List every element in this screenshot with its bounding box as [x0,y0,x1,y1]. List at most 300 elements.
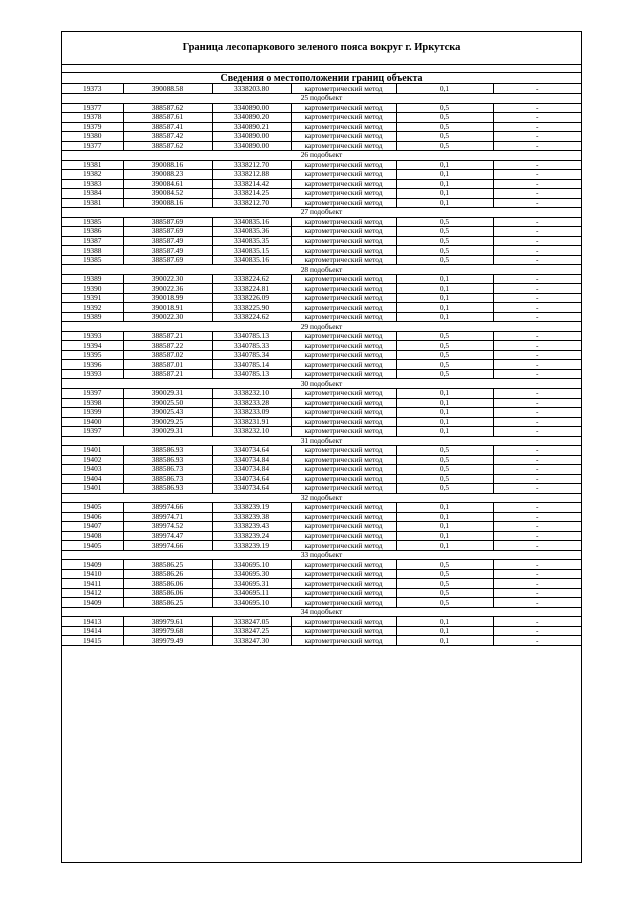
precision-cell: 0,1 [396,398,493,408]
point-number-cell: 19379 [62,122,123,132]
x-coordinate-cell: 390029.25 [123,417,212,427]
note-cell: - [493,189,581,199]
point-number-cell: 19386 [62,227,123,237]
y-coordinate-cell: 3340734.84 [212,465,291,475]
method-cell: картометрический метод [291,541,396,551]
table-row [62,160,581,170]
y-coordinate-cell: 3338232.10 [212,427,291,437]
point-number-cell: 19414 [62,626,123,636]
y-coordinate-cell: 3340785.13 [212,369,291,379]
method-cell: картометрический метод [291,598,396,608]
table-row [62,179,581,189]
precision-cell: 0,1 [396,617,493,627]
note-cell: - [493,503,581,513]
table-row [62,474,581,484]
x-coordinate-cell: 390088.58 [123,84,212,94]
x-coordinate-cell: 388587.69 [123,227,212,237]
y-coordinate-cell: 3338212.70 [212,160,291,170]
table-row [62,331,581,341]
x-coordinate-cell: 388587.69 [123,217,212,227]
method-cell: картометрический метод [291,160,396,170]
table-row [62,626,581,636]
x-coordinate-cell: 389979.68 [123,626,212,636]
method-cell: картометрический метод [291,636,396,646]
y-coordinate-cell: 3340695.31 [212,579,291,589]
note-cell: - [493,84,581,94]
note-cell: - [493,341,581,351]
x-coordinate-cell: 390029.31 [123,389,212,399]
x-coordinate-cell: 389974.66 [123,503,212,513]
y-coordinate-cell: 3340695.30 [212,569,291,579]
note-cell: - [493,636,581,646]
precision-cell: 0,1 [396,541,493,551]
point-number-cell: 19401 [62,446,123,456]
x-coordinate-cell: 388586.06 [123,579,212,589]
y-coordinate-cell: 3338203.80 [212,84,291,94]
precision-cell: 0,5 [396,141,493,151]
precision-cell: 0,1 [396,417,493,427]
x-coordinate-cell: 388587.41 [123,122,212,132]
method-cell: картометрический метод [291,389,396,399]
subobject-header-row [62,322,581,332]
point-number-cell: 19401 [62,484,123,494]
precision-cell: 0,5 [396,579,493,589]
table-row [62,170,581,180]
subobject-label: 26 подобъект [62,151,581,161]
method-cell: картометрический метод [291,179,396,189]
y-coordinate-cell: 3340695.11 [212,588,291,598]
note-cell: - [493,113,581,123]
note-cell: - [493,389,581,399]
y-coordinate-cell: 3338224.62 [212,312,291,322]
note-cell: - [493,569,581,579]
table-row [62,465,581,475]
note-cell: - [493,236,581,246]
point-number-cell: 19409 [62,598,123,608]
subobject-label: 34 подобъект [62,607,581,617]
method-cell: картометрический метод [291,312,396,322]
table-row [62,417,581,427]
note-cell: - [493,132,581,142]
point-number-cell: 19390 [62,284,123,294]
note-cell: - [493,541,581,551]
y-coordinate-cell: 3338239.43 [212,522,291,532]
table-row [62,398,581,408]
table-row [62,369,581,379]
precision-cell: 0,1 [396,512,493,522]
precision-cell: 0,5 [396,341,493,351]
y-coordinate-cell: 3340890.00 [212,103,291,113]
point-number-cell: 19388 [62,246,123,256]
y-coordinate-cell: 3338224.81 [212,284,291,294]
point-number-cell: 19395 [62,350,123,360]
method-cell: картометрический метод [291,522,396,532]
table-row [62,579,581,589]
y-coordinate-cell: 3340734.84 [212,455,291,465]
subobject-label: 25 подобъект [62,94,581,104]
point-number-cell: 19406 [62,512,123,522]
point-number-cell: 19405 [62,503,123,513]
y-coordinate-cell: 3340695.10 [212,598,291,608]
table-row [62,341,581,351]
y-coordinate-cell: 3340835.16 [212,255,291,265]
method-cell: картометрический метод [291,398,396,408]
precision-cell: 0,1 [396,284,493,294]
method-cell: картометрический метод [291,274,396,284]
note-cell: - [493,446,581,456]
x-coordinate-cell: 388587.62 [123,141,212,151]
table-row [62,522,581,532]
subobject-header-row [62,379,581,389]
y-coordinate-cell: 3340835.35 [212,236,291,246]
y-coordinate-cell: 3338224.62 [212,274,291,284]
precision-cell: 0,1 [396,626,493,636]
method-cell: картометрический метод [291,217,396,227]
x-coordinate-cell: 388587.49 [123,236,212,246]
note-cell: - [493,274,581,284]
y-coordinate-cell: 3338214.25 [212,189,291,199]
table-row [62,189,581,199]
precision-cell: 0,5 [396,246,493,256]
point-number-cell: 19389 [62,274,123,284]
method-cell: картометрический метод [291,246,396,256]
table-row [62,198,581,208]
title-spacer [62,65,581,73]
subobject-label: 33 подобъект [62,550,581,560]
precision-cell: 0,5 [396,103,493,113]
y-coordinate-cell: 3340835.36 [212,227,291,237]
y-coordinate-cell: 3340695.10 [212,560,291,570]
x-coordinate-cell: 390025.43 [123,408,212,418]
point-number-cell: 19389 [62,312,123,322]
table-row [62,113,581,123]
table-row [62,84,581,94]
point-number-cell: 19415 [62,636,123,646]
point-number-cell: 19382 [62,170,123,180]
subobject-header-row [62,436,581,446]
table-row [62,598,581,608]
document-frame [61,31,582,863]
table-row [62,446,581,456]
point-number-cell: 19404 [62,474,123,484]
y-coordinate-cell: 3338212.88 [212,170,291,180]
table-row [62,408,581,418]
precision-cell: 0,5 [396,331,493,341]
y-coordinate-cell: 3338212.70 [212,198,291,208]
point-number-cell: 19385 [62,217,123,227]
x-coordinate-cell: 390022.30 [123,274,212,284]
x-coordinate-cell: 388587.21 [123,331,212,341]
note-cell: - [493,122,581,132]
x-coordinate-cell: 388587.42 [123,132,212,142]
note-cell: - [493,255,581,265]
y-coordinate-cell: 3340785.13 [212,331,291,341]
note-cell: - [493,408,581,418]
note-cell: - [493,360,581,370]
method-cell: картометрический метод [291,512,396,522]
point-number-cell: 19381 [62,160,123,170]
note-cell: - [493,331,581,341]
table-row [62,274,581,284]
precision-cell: 0,5 [396,113,493,123]
note-cell: - [493,350,581,360]
x-coordinate-cell: 388586.93 [123,484,212,494]
table-row [62,303,581,313]
y-coordinate-cell: 3338233.09 [212,408,291,418]
precision-cell: 0,5 [396,122,493,132]
x-coordinate-cell: 388586.73 [123,465,212,475]
x-coordinate-cell: 389974.52 [123,522,212,532]
table-row [62,255,581,265]
x-coordinate-cell: 390088.16 [123,198,212,208]
note-cell: - [493,531,581,541]
x-coordinate-cell: 390022.30 [123,312,212,322]
note-cell: - [493,217,581,227]
method-cell: картометрический метод [291,350,396,360]
precision-cell: 0,5 [396,255,493,265]
x-coordinate-cell: 388586.93 [123,455,212,465]
precision-cell: 0,1 [396,531,493,541]
note-cell: - [493,560,581,570]
x-coordinate-cell: 388586.06 [123,588,212,598]
y-coordinate-cell: 3338239.38 [212,512,291,522]
table-row [62,141,581,151]
x-coordinate-cell: 390084.52 [123,189,212,199]
point-number-cell: 19398 [62,398,123,408]
precision-cell: 0,1 [396,389,493,399]
note-cell: - [493,598,581,608]
x-coordinate-cell: 388586.25 [123,598,212,608]
precision-cell: 0,1 [396,522,493,532]
point-number-cell: 19411 [62,579,123,589]
point-number-cell: 19402 [62,455,123,465]
y-coordinate-cell: 3338225.90 [212,303,291,313]
table-row [62,484,581,494]
subobject-label: 28 подобъект [62,265,581,275]
x-coordinate-cell: 388587.21 [123,369,212,379]
subobject-header-row [62,607,581,617]
y-coordinate-cell: 3340890.00 [212,141,291,151]
x-coordinate-cell: 388587.02 [123,350,212,360]
x-coordinate-cell: 390088.16 [123,160,212,170]
method-cell: картометрический метод [291,255,396,265]
precision-cell: 0,1 [396,303,493,313]
note-cell: - [493,303,581,313]
y-coordinate-cell: 3340785.34 [212,350,291,360]
coordinates-table [62,84,581,646]
subobject-header-row [62,265,581,275]
point-number-cell: 19413 [62,617,123,627]
table-row [62,588,581,598]
point-number-cell: 19387 [62,236,123,246]
point-number-cell: 19400 [62,417,123,427]
method-cell: картометрический метод [291,84,396,94]
method-cell: картометрический метод [291,360,396,370]
y-coordinate-cell: 3340734.64 [212,474,291,484]
table-row [62,284,581,294]
precision-cell: 0,5 [396,560,493,570]
note-cell: - [493,170,581,180]
method-cell: картометрический метод [291,236,396,246]
point-number-cell: 19412 [62,588,123,598]
x-coordinate-cell: 388586.93 [123,446,212,456]
y-coordinate-cell: 3338239.24 [212,531,291,541]
note-cell: - [493,588,581,598]
method-cell: картометрический метод [291,503,396,513]
precision-cell: 0,1 [396,84,493,94]
table-row [62,560,581,570]
precision-cell: 0,5 [396,588,493,598]
x-coordinate-cell: 390018.99 [123,293,212,303]
note-cell: - [493,141,581,151]
point-number-cell: 19383 [62,179,123,189]
x-coordinate-cell: 388587.22 [123,341,212,351]
method-cell: картометрический метод [291,103,396,113]
precision-cell: 0,5 [396,465,493,475]
method-cell: картометрический метод [291,189,396,199]
x-coordinate-cell: 388586.73 [123,474,212,484]
table-row [62,236,581,246]
note-cell: - [493,417,581,427]
precision-cell: 0,1 [396,312,493,322]
point-number-cell: 19393 [62,369,123,379]
subobject-header-row [62,550,581,560]
x-coordinate-cell: 388587.49 [123,246,212,256]
y-coordinate-cell: 3340785.14 [212,360,291,370]
method-cell: картометрический метод [291,446,396,456]
method-cell: картометрический метод [291,474,396,484]
y-coordinate-cell: 3340835.16 [212,217,291,227]
x-coordinate-cell: 390084.61 [123,179,212,189]
subobject-label: 29 подобъект [62,322,581,332]
method-cell: картометрический метод [291,227,396,237]
x-coordinate-cell: 390025.50 [123,398,212,408]
x-coordinate-cell: 390029.31 [123,427,212,437]
point-number-cell: 19403 [62,465,123,475]
document-title: Граница лесопаркового зеленого пояса вокруг г. Иркутска [62,32,581,65]
point-number-cell: 19409 [62,560,123,570]
y-coordinate-cell: 3338232.10 [212,389,291,399]
precision-cell: 0,5 [396,569,493,579]
subobject-label: 32 подобъект [62,493,581,503]
note-cell: - [493,198,581,208]
point-number-cell: 19391 [62,293,123,303]
subobject-label: 27 подобъект [62,208,581,218]
note-cell: - [493,284,581,294]
note-cell: - [493,369,581,379]
table-row [62,246,581,256]
method-cell: картометрический метод [291,531,396,541]
precision-cell: 0,5 [396,350,493,360]
point-number-cell: 19385 [62,255,123,265]
point-number-cell: 19397 [62,427,123,437]
subobject-header-row [62,151,581,161]
method-cell: картометрический метод [291,588,396,598]
precision-cell: 0,1 [396,503,493,513]
x-coordinate-cell: 388587.62 [123,103,212,113]
precision-cell: 0,5 [396,369,493,379]
table-row [62,617,581,627]
table-row [62,541,581,551]
subobject-label: 30 подобъект [62,379,581,389]
method-cell: картометрический метод [291,341,396,351]
method-cell: картометрический метод [291,198,396,208]
point-number-cell: 19407 [62,522,123,532]
y-coordinate-cell: 3338226.09 [212,293,291,303]
x-coordinate-cell: 388587.01 [123,360,212,370]
point-number-cell: 19408 [62,531,123,541]
precision-cell: 0,5 [396,227,493,237]
method-cell: картометрический метод [291,369,396,379]
note-cell: - [493,398,581,408]
coordinates-table-body [62,84,581,645]
y-coordinate-cell: 3338247.05 [212,617,291,627]
point-number-cell: 19373 [62,84,123,94]
precision-cell: 0,5 [396,360,493,370]
method-cell: картометрический метод [291,626,396,636]
point-number-cell: 19410 [62,569,123,579]
point-number-cell: 19405 [62,541,123,551]
method-cell: картометрический метод [291,132,396,142]
y-coordinate-cell: 3340890.20 [212,113,291,123]
note-cell: - [493,484,581,494]
precision-cell: 0,5 [396,446,493,456]
note-cell: - [493,579,581,589]
precision-cell: 0,1 [396,189,493,199]
y-coordinate-cell: 3340734.64 [212,446,291,456]
table-row [62,427,581,437]
point-number-cell: 19392 [62,303,123,313]
method-cell: картометрический метод [291,303,396,313]
table-row [62,636,581,646]
table-row [62,312,581,322]
subobject-header-row [62,493,581,503]
x-coordinate-cell: 390022.36 [123,284,212,294]
method-cell: картометрический метод [291,408,396,418]
note-cell: - [493,455,581,465]
method-cell: картометрический метод [291,331,396,341]
note-cell: - [493,512,581,522]
x-coordinate-cell: 389979.49 [123,636,212,646]
point-number-cell: 19384 [62,189,123,199]
table-row [62,531,581,541]
table-row [62,227,581,237]
note-cell: - [493,160,581,170]
x-coordinate-cell: 389979.61 [123,617,212,627]
table-row [62,132,581,142]
point-number-cell: 19381 [62,198,123,208]
method-cell: картометрический метод [291,579,396,589]
precision-cell: 0,5 [396,598,493,608]
subobject-header-row [62,94,581,104]
table-row [62,503,581,513]
table-row [62,455,581,465]
note-cell: - [493,522,581,532]
precision-cell: 0,1 [396,198,493,208]
y-coordinate-cell: 3338231.91 [212,417,291,427]
x-coordinate-cell: 389974.47 [123,531,212,541]
note-cell: - [493,474,581,484]
point-number-cell: 19378 [62,113,123,123]
table-row [62,512,581,522]
method-cell: картометрический метод [291,617,396,627]
point-number-cell: 19399 [62,408,123,418]
table-caption: Сведения о местоположении границ объекта [62,73,581,84]
precision-cell: 0,1 [396,427,493,437]
precision-cell: 0,1 [396,293,493,303]
y-coordinate-cell: 3340785.33 [212,341,291,351]
precision-cell: 0,1 [396,408,493,418]
